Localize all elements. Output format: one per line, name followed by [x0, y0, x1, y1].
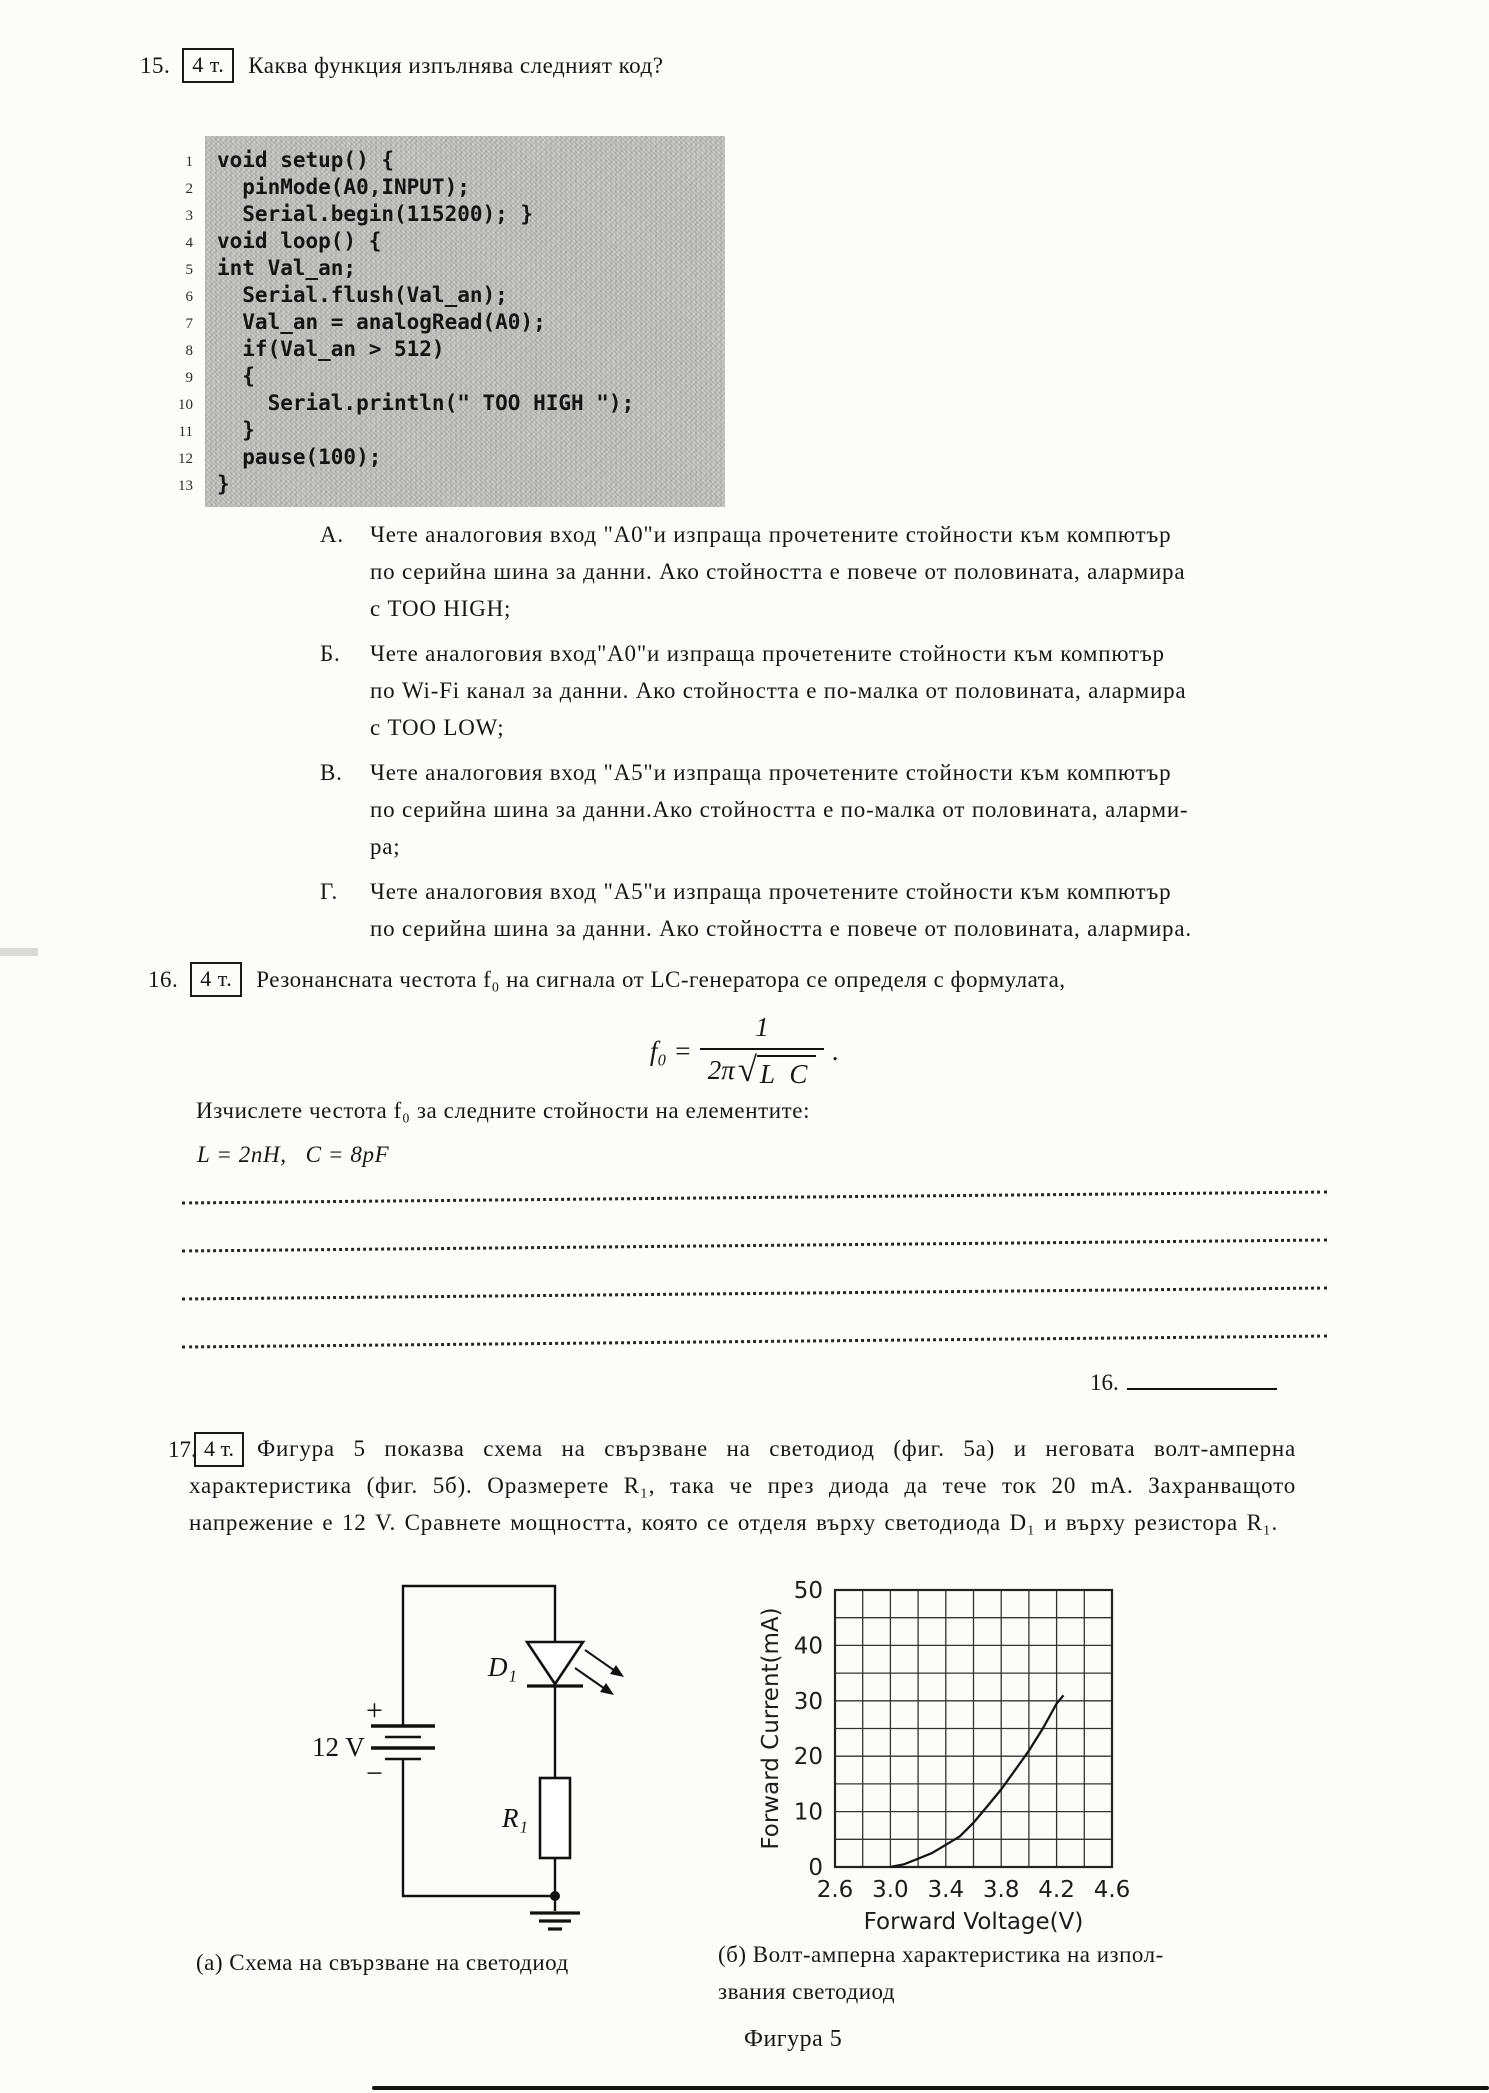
code-line: pinMode(A0,INPUT);: [217, 175, 470, 199]
y-tick-label: 30: [793, 1688, 823, 1715]
option-text-line: с TOO HIGH;: [370, 596, 512, 621]
question-16-number: 16.: [148, 966, 179, 992]
code-line: {: [217, 364, 255, 388]
code-line: void setup() {: [217, 148, 395, 172]
option-text-line: ра;: [370, 834, 401, 859]
question-15-points-box: 4 т.: [182, 48, 234, 83]
code-line: Serial.flush(Val_an);: [217, 283, 508, 307]
option-text-line: по серийна шина за данни.Ако стойността е по-малка от половината, аларми-: [370, 797, 1189, 822]
option-letter: Г.: [320, 879, 339, 904]
answer-dotted-line: [182, 1320, 1327, 1349]
code-line-number: 6: [185, 289, 193, 305]
scan-edge-smudge: [372, 2086, 1489, 2090]
formula-denominator: [700, 1048, 825, 1090]
question-17-points-box: 4 т.: [194, 1432, 244, 1467]
answer-dotted-line: [182, 1224, 1327, 1253]
option-text: [370, 635, 1186, 746]
option-text-line: по серийна шина за данни. Ако стойността е повече от половината, алармира.: [370, 916, 1192, 941]
code-line-number: 2: [185, 181, 193, 197]
resistor-symbol: [540, 1778, 570, 1858]
answer-options: [320, 516, 1192, 955]
x-tick-label: 2.6: [816, 1877, 854, 1903]
q16-values: L = 2nH, C = 8pF: [197, 1142, 390, 1167]
battery-plus-sign: +: [366, 1694, 383, 1727]
code-line: }: [217, 418, 255, 442]
option-text: [370, 754, 1188, 865]
code-line-number: 9: [185, 370, 193, 386]
option-letter: Б.: [320, 641, 341, 666]
q16-instruction: Изчислете честота f₀ за следните стойности на елементите:: [196, 1098, 811, 1123]
code-line-number: 11: [178, 424, 193, 440]
code-line-number: 5: [185, 262, 193, 278]
formula-den-coef: 2π: [707, 1055, 735, 1085]
formula-fraction: [700, 1012, 825, 1090]
led-light-arrowhead: [610, 1665, 624, 1677]
y-tick-label: 10: [793, 1799, 823, 1826]
caption-5b-line1: (б) Волт-амперна характеристика на изпол-: [718, 1942, 1164, 1967]
led-light-arrowhead: [600, 1683, 614, 1695]
question-17-text: Фигура 5 показва схема на свързване на светодиод (фиг. 5а) и неговата волт-амперна характеристика (фиг. 5б). Оразмерете R₁, така че през диода да тече ток 20 mA. Захранващото напрежение е 12 V. Сравнете мощността, която се отделя върху светодиода D₁ и върху резистора R₁.: [189, 1436, 1296, 1535]
option-text: [370, 873, 1192, 947]
y-tick-label: 20: [793, 1744, 823, 1771]
code-line-number: 12: [178, 451, 193, 467]
question-16-points-box: 4 т.: [190, 962, 242, 997]
formula-lhs: f₀ =: [649, 1035, 692, 1066]
battery-voltage-label: 12 V: [312, 1732, 365, 1762]
code-line: void loop() {: [217, 229, 382, 253]
y-axis-label: Forward Current(mA): [758, 1607, 784, 1850]
battery-minus-sign: −: [366, 1757, 383, 1790]
question-15-text: Каква функция изпълнява следният код?: [248, 52, 664, 78]
question-16-text: Резонансната честота f₀ на сигнала от LC-генератора се определя с формулата,: [256, 966, 1066, 992]
code-line-number: 10: [178, 397, 193, 413]
wire-bottom: [403, 1759, 555, 1896]
x-tick-label: 4.6: [1093, 1877, 1131, 1903]
option-text: [370, 516, 1185, 627]
vi-curve: [890, 1695, 1063, 1867]
caption-5b-line2: звания светодиод: [718, 1979, 896, 2004]
x-tick-label: 4.2: [1038, 1877, 1075, 1903]
code-line: pause(100);: [217, 445, 382, 469]
code-listing: [165, 136, 725, 507]
led-triangle: [527, 1642, 583, 1684]
option-text-line: по Wi-Fi канал за данни. Ако стойността е по-малка от половината, алармира: [370, 678, 1187, 703]
code-line: Serial.println(" TOO HIGH ");: [217, 391, 635, 415]
x-axis-label: Forward Voltage(V): [863, 1909, 1084, 1935]
resistor-label: R₁: [502, 1803, 528, 1833]
code-line-number: 4: [185, 235, 193, 251]
caption-figure-5b: [718, 1936, 1278, 2010]
question-17-number: 17.: [168, 1437, 197, 1462]
x-tick-label: 3.8: [982, 1877, 1020, 1903]
formula-numerator: 1: [755, 1012, 769, 1042]
x-tick-label: 3.4: [927, 1877, 965, 1903]
code-line-number: 13: [178, 478, 193, 494]
diode-label: D₁: [488, 1652, 517, 1682]
sqrt-sign: √: [737, 1050, 758, 1089]
formula-suffix: .: [832, 1035, 840, 1066]
answer-dotted-line: [182, 1176, 1327, 1205]
scan-artifact: [0, 948, 38, 956]
question-15-number: 15.: [140, 52, 171, 78]
formula-radicand: L C: [757, 1055, 816, 1090]
y-tick-label: 0: [808, 1855, 823, 1881]
option-letter: А.: [320, 522, 344, 547]
answer-option: [320, 635, 1192, 746]
option-text-line: с TOO LOW;: [370, 715, 505, 740]
code-line-number: 7: [185, 316, 193, 332]
code-text-area: [205, 136, 725, 507]
code-line: Val_an = analogRead(A0);: [217, 310, 546, 334]
y-tick-label: 50: [793, 1578, 823, 1604]
answer-option: [320, 516, 1192, 627]
q16-answer-rule: [1127, 1388, 1277, 1390]
x-tick-label: 3.0: [872, 1877, 909, 1903]
option-letter: В.: [320, 760, 343, 785]
code-line: }: [217, 472, 230, 496]
y-tick-label: 40: [793, 1633, 823, 1660]
answer-dotted-line: [182, 1272, 1327, 1301]
vi-characteristic-chart: [748, 1565, 1168, 1945]
question-15-header: [140, 48, 663, 83]
figure-5-label: Фигура 5: [744, 2026, 843, 2052]
led-circuit-diagram: [278, 1578, 668, 1973]
answer-option: [320, 873, 1192, 947]
code-line: int Val_an;: [217, 256, 357, 280]
option-text-line: Чете аналоговия вход "A5"и изпраща прочетените стойности към компютър: [370, 879, 1172, 904]
resonance-formula: [0, 1012, 1489, 1090]
answer-option: [320, 754, 1192, 865]
code-line-number: 1: [185, 154, 193, 170]
question-16-header: [148, 962, 1066, 997]
code-line-number: 3: [185, 208, 193, 224]
code-line-numbers: [165, 136, 193, 507]
code-line: Serial.begin(115200); }: [217, 202, 534, 226]
q16-answer-line: [1090, 1370, 1277, 1396]
wire-top: [403, 1586, 555, 1726]
q16-answer-label: 16.: [1090, 1370, 1119, 1395]
caption-figure-5a: (а) Схема на свързване на светодиод: [196, 1950, 569, 1975]
option-text-line: Чете аналоговия вход "A0"и изпраща прочетените стойности към компютър: [370, 522, 1172, 547]
option-text-line: по серийна шина за данни. Ако стойността е повече от половината, алармира: [370, 559, 1186, 584]
option-text-line: Чете аналоговия вход "A5"и изпраща прочетените стойности към компютър: [370, 760, 1172, 785]
code-line-number: 8: [185, 343, 193, 359]
vi-chart-svg: [748, 1565, 1168, 1945]
option-text-line: Чете аналоговия вход"A0"и изпраща прочетените стойности към компютър: [370, 641, 1165, 666]
code-line: if(Val_an > 512): [217, 337, 445, 361]
